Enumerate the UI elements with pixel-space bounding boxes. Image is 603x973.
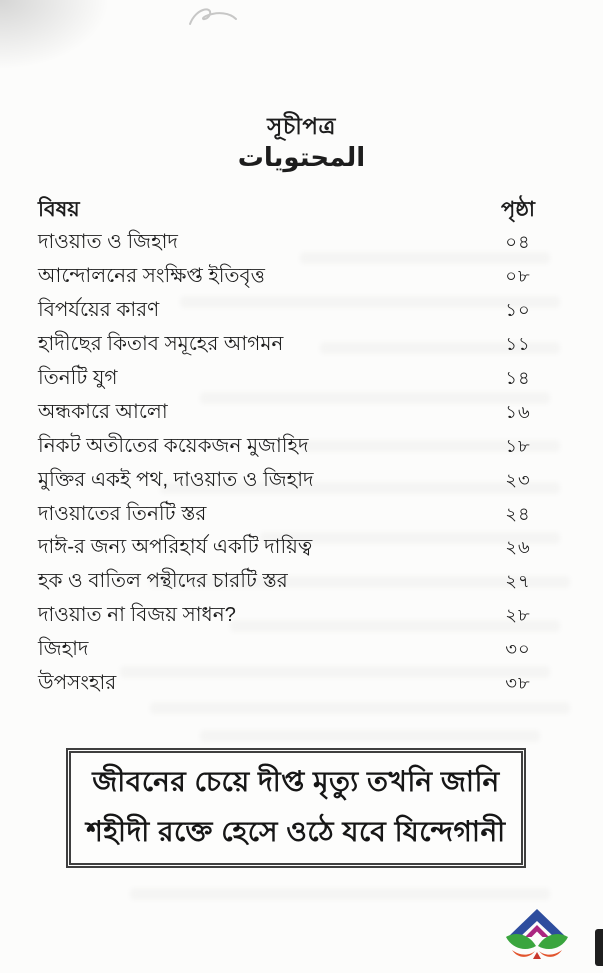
toc-entry-title: দাওয়াত না বিজয় সাধন? xyxy=(38,604,236,627)
toc-entry-page: ০৪ xyxy=(505,232,531,253)
toc-row xyxy=(38,261,543,295)
toc-entry-page: ১০ xyxy=(505,300,531,321)
toc-entry-page: ২৪ xyxy=(505,503,531,524)
toc-entry-page: ২৩ xyxy=(505,469,531,490)
toc-row xyxy=(38,634,543,668)
toc-entry-title: নিকট অতীতের কয়েকজন মুজাহিদ xyxy=(38,434,309,457)
toc-row xyxy=(38,498,543,532)
toc-row xyxy=(38,227,543,261)
toc-entry-title: জিহাদ xyxy=(38,638,89,661)
toc-list xyxy=(38,227,543,701)
toc-entry-page: ১৮ xyxy=(505,435,531,456)
toc-row xyxy=(38,363,543,397)
toc-entry-title: উপসংহার xyxy=(38,672,117,695)
bleed-through-artifact xyxy=(200,730,540,742)
toc-entry-title: আন্দোলনের সংক্ষিপ্ত ইতিবৃত্ত xyxy=(38,265,265,288)
toc-row xyxy=(38,329,543,363)
open-book-arrow-logo-icon xyxy=(504,906,570,967)
verse-line-2: শহীদী রক্তে হেসে ওঠে যবে যিন্দেগানী xyxy=(86,815,506,847)
toc-entry-title: হাদীছের কিতাব সমূহের আগমন xyxy=(38,333,284,356)
verse-box xyxy=(66,748,526,868)
bleed-through-artifact xyxy=(130,888,550,900)
scan-corner-shadow xyxy=(0,0,110,70)
toc-header-subject: বিষয় xyxy=(38,198,80,221)
scan-edge-mark xyxy=(595,929,603,966)
toc-row xyxy=(38,396,543,430)
toc-entry-title: দাওয়াতের তিনটি স্তর xyxy=(38,502,207,525)
toc-entry-page: ১৬ xyxy=(505,401,531,422)
toc-row xyxy=(38,532,543,566)
toc-entry-title: হক ও বাতিল পন্থীদের চারটি স্তর xyxy=(38,570,288,593)
verse-line-1: জীবনের চেয়ে দীপ্ত মৃত্যু তখনি জানি xyxy=(92,765,500,797)
toc-column-headers xyxy=(38,193,543,228)
toc-entry-title: বিপর্যয়ের কারণ xyxy=(38,299,160,322)
toc-entry-title: মুক্তির একই পথ, দাওয়াত ও জিহাদ xyxy=(38,468,314,491)
toc-entry-page: ২৬ xyxy=(505,537,531,558)
toc-entry-title: দাঈ-র জন্য অপরিহার্য একটি দায়িত্ব xyxy=(38,536,313,559)
toc-row xyxy=(38,464,543,498)
toc-entry-page: ১৪ xyxy=(505,368,531,388)
toc-row xyxy=(38,600,543,634)
toc-entry-title: অন্ধকারে আলো xyxy=(38,400,168,423)
toc-row xyxy=(38,295,543,329)
toc-entry-title: তিনটি যুগ xyxy=(38,367,118,389)
toc-header-page: পৃষ্ঠা xyxy=(500,198,536,221)
toc-entry-page: ৩০ xyxy=(505,639,531,660)
toc-entry-page: ০৮ xyxy=(505,266,531,287)
toc-row xyxy=(38,566,543,600)
toc-entry-page: ২৮ xyxy=(505,605,531,626)
page-title: সূচীপত্র xyxy=(267,113,336,139)
pen-squiggle-mark xyxy=(186,4,238,35)
page-title-arabic: المحتويات xyxy=(237,143,366,173)
toc-entry-page: ২৭ xyxy=(505,571,531,592)
bleed-through-artifact xyxy=(150,702,570,714)
toc-entry-title: দাওয়াত ও জিহাদ xyxy=(38,231,178,254)
toc-entry-page: ৩৮ xyxy=(505,673,531,694)
toc-row xyxy=(38,430,543,464)
toc-row xyxy=(38,668,543,702)
toc-entry-page: ১১ xyxy=(505,334,531,355)
